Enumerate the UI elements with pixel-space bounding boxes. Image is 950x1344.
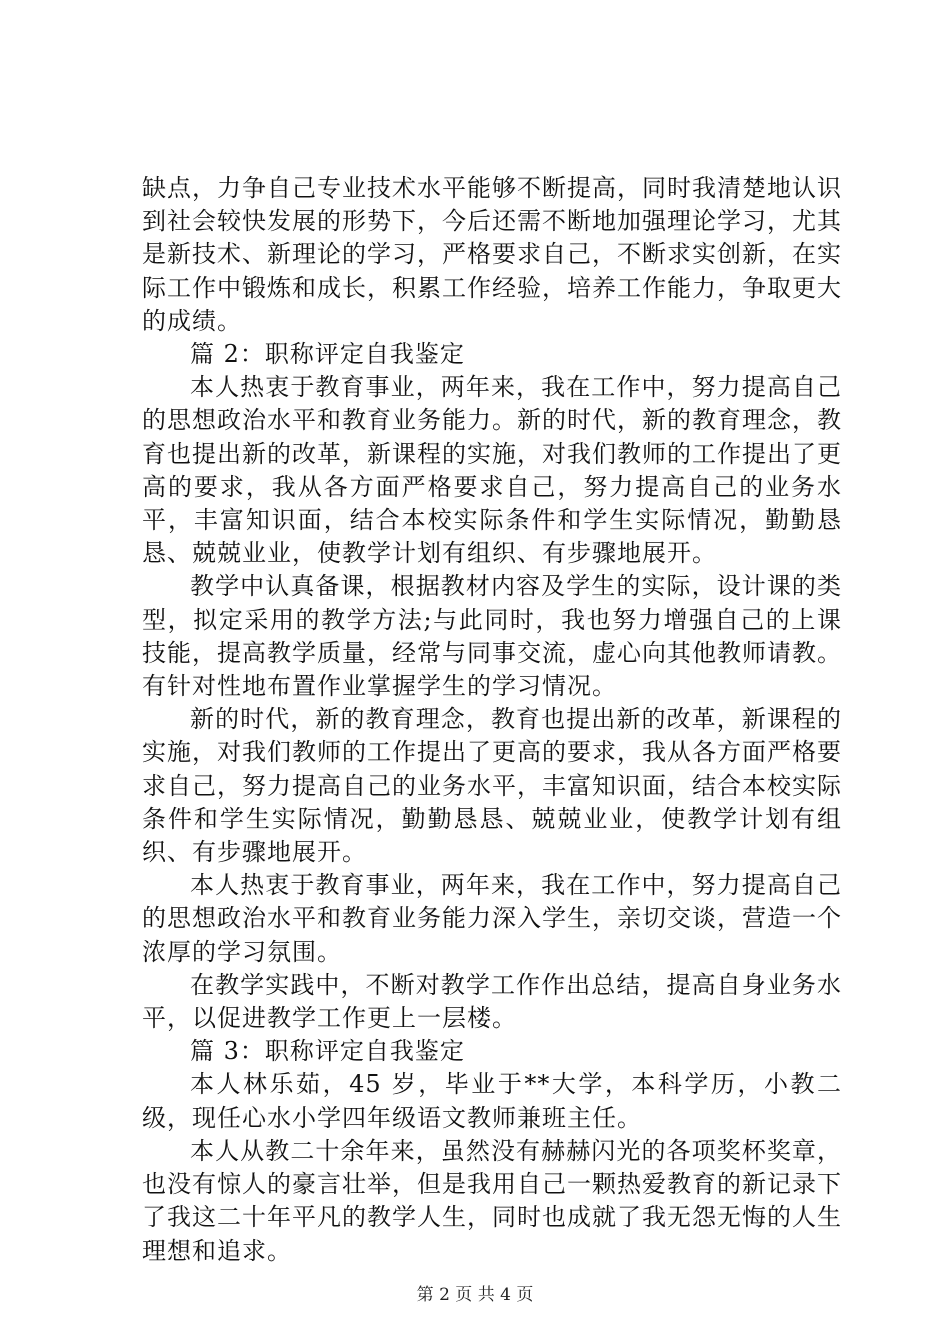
paragraph: 本人从教二十余年来，虽然没有赫赫闪光的各项奖杯奖章，也没有惊人的豪言壮举，但是我用自己一颗热爱教育的新记录下了我这二十年平凡的教学人生，同时也成就了我无怨无悔的人生理想和追求。	[142, 1136, 842, 1265]
paragraph: 本人热衷于教育事业，两年来，我在工作中，努力提高自己的思想政治水平和教育业务能力深入学生，亲切交谈，营造一个浓厚的学习氛围。	[142, 871, 842, 966]
paragraph: 教学中认真备课，根据教材内容及学生的实际，设计课的类型，拟定采用的教学方法;与此同时，我也努力增强自己的上课技能，提高教学质量，经常与同事交流，虚心向其他教师请教。有针对性地布置作业掌握学生的学习情况。	[142, 572, 842, 701]
section-heading-2: 篇 2：职称评定自我鉴定	[190, 340, 465, 369]
page-footer: 第 2 页 共 4 页	[416, 1285, 534, 1305]
section-heading-3: 篇 3：职称评定自我鉴定	[190, 1037, 465, 1066]
paragraph-continuation: 缺点，力争自己专业技术水平能够不断提高，同时我清楚地认识到社会较快发展的形势下，今后还需不断地加强理论学习，尤其是新技术、新理论的学习，严格要求自己，不断求实创新，在实际工作中锻炼和成长，积累工作经验，培养工作能力，争取更大的成绩。	[142, 174, 842, 335]
paragraph: 新的时代，新的教育理念，教育也提出新的改革，新课程的实施，对我们教师的工作提出了更高的要求，我从各方面严格要求自己，努力提高自己的业务水平，丰富知识面，结合本校实际条件和学生实际情况，勤勤恳恳、兢兢业业，使教学计划有组织、有步骤地展开。	[142, 705, 842, 867]
document-body	[142, 172, 842, 1268]
paragraph: 在教学实践中，不断对教学工作作出总结，提高自身业务水平，以促进教学工作更上一层楼。	[142, 970, 842, 1033]
paragraph: 本人林乐茹，45 岁，毕业于**大学，本科学历，小教二级，现任心水小学四年级语文教师兼班主任。	[142, 1070, 842, 1132]
paragraph: 本人热衷于教育事业，两年来，我在工作中，努力提高自己的思想政治水平和教育业务能力。新的时代，新的教育理念，教育也提出新的改革，新课程的实施，对我们教师的工作提出了更高的要求，我从各方面严格要求自己，努力提高自己的业务水平，丰富知识面，结合本校实际条件和学生实际情况，勤勤恳恳、兢兢业业，使教学计划有组织、有步骤地展开。	[142, 373, 842, 568]
